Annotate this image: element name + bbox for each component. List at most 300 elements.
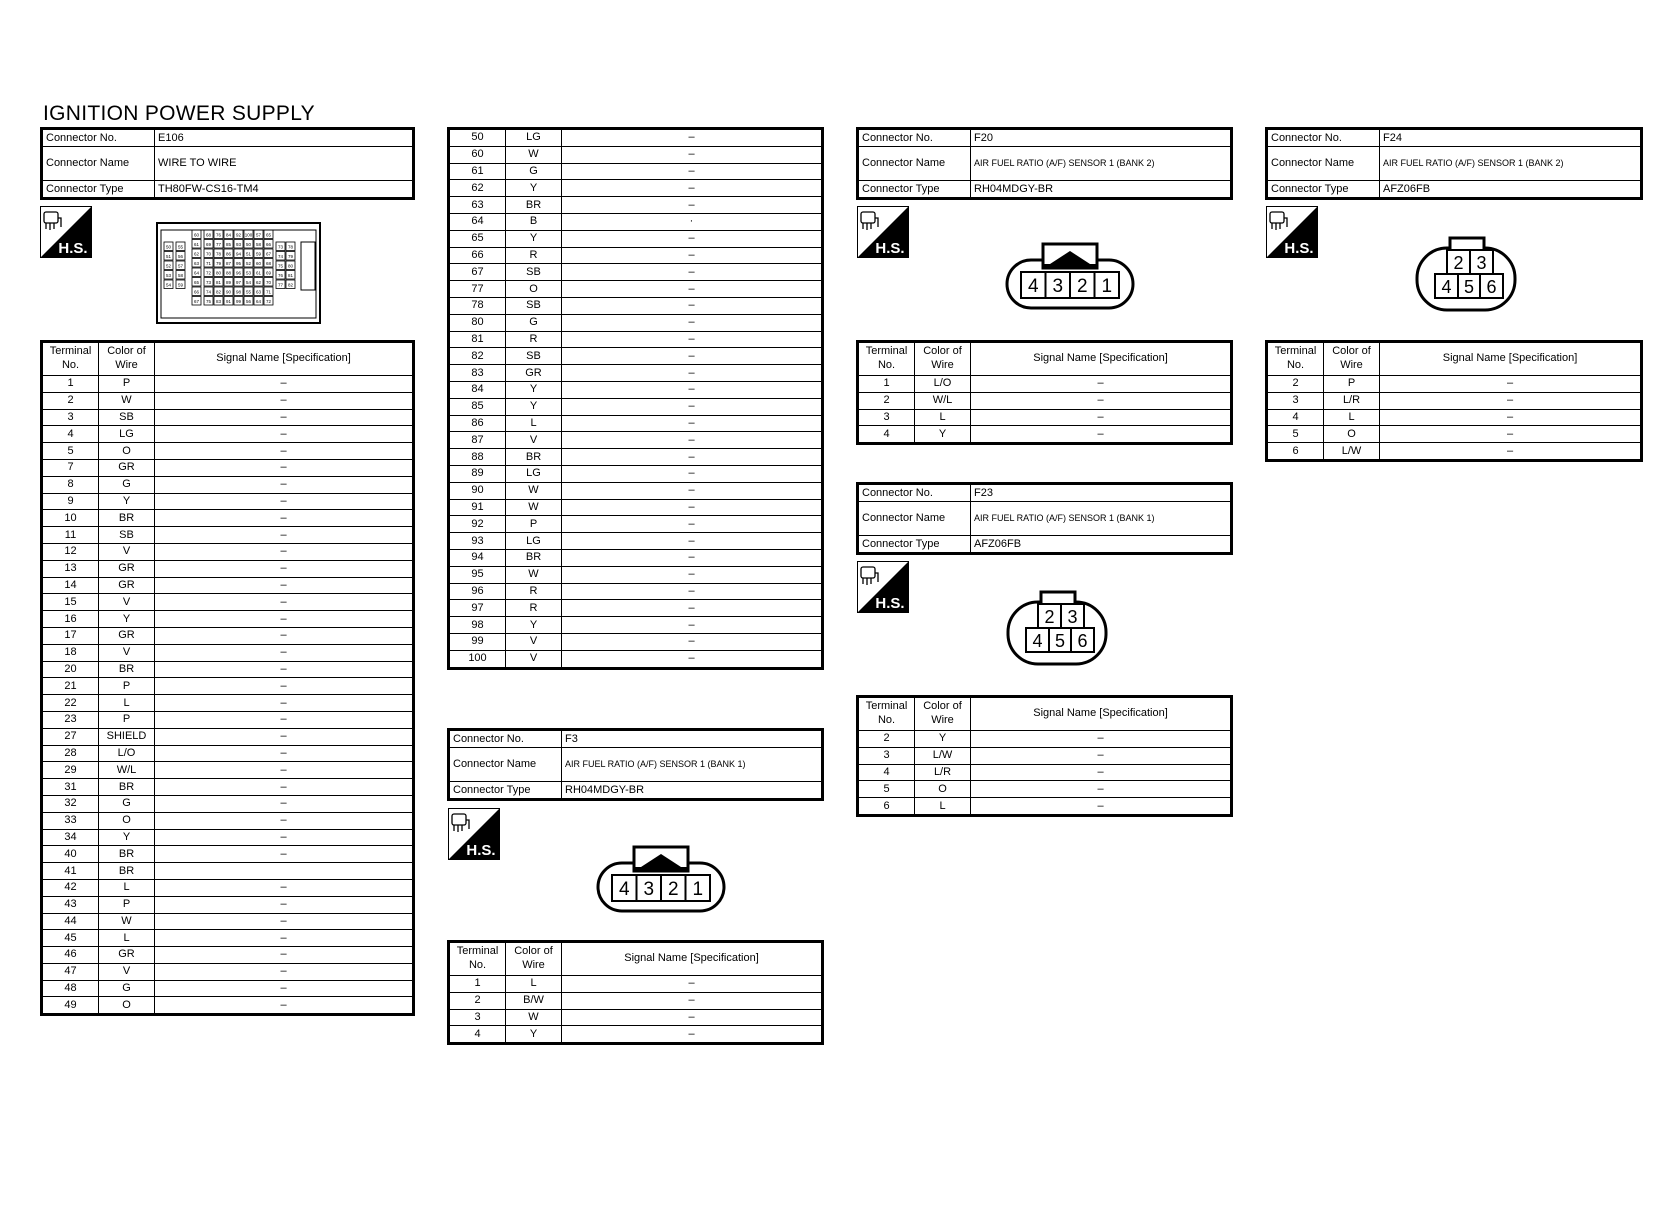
pin-label: 1 (692, 879, 704, 900)
connector-info-f3 (447, 728, 824, 801)
svg-text:76: 76 (277, 273, 284, 278)
signal-name-header: Signal Name [Specification] (1380, 342, 1642, 376)
connector-type-label: Connector Type (449, 782, 562, 800)
svg-text:99: 99 (235, 299, 242, 304)
terminal-no-cell: 7 (42, 459, 99, 476)
table-row (449, 331, 823, 348)
table-row (42, 560, 414, 577)
svg-text:86: 86 (225, 251, 232, 257)
svg-text:70: 70 (265, 280, 272, 285)
svg-text:76: 76 (215, 232, 222, 238)
wire-color-cell: LG (99, 426, 155, 443)
connector-info-e106 (40, 127, 415, 200)
terminal-no-cell: 87 (449, 432, 506, 449)
wire-color-cell: O (915, 781, 971, 798)
svg-text:80: 80 (287, 263, 294, 269)
table-row (42, 745, 414, 762)
svg-text:85: 85 (225, 242, 232, 247)
signal-name-cell: – (1380, 409, 1642, 426)
terminal-no-cell: 1 (449, 976, 506, 993)
table-row (449, 549, 823, 566)
page-title: IGNITION POWER SUPPLY (43, 102, 315, 125)
table-row (42, 963, 414, 980)
terminal-no-cell: 8 (42, 476, 99, 493)
terminal-no-cell: 67 (449, 264, 506, 281)
pin-label: 4 (1032, 631, 1043, 651)
signal-name-cell: – (155, 409, 414, 426)
wire-color-cell: G (99, 476, 155, 493)
table-row (449, 976, 823, 993)
terminal-no-cell: 50 (449, 129, 506, 147)
wire-color-cell: L (99, 930, 155, 947)
signal-name-cell: – (562, 297, 823, 314)
signal-name-cell: – (971, 764, 1232, 781)
signal-name-cell: – (155, 779, 414, 796)
terminal-no-cell: 4 (1267, 409, 1324, 426)
svg-text:87: 87 (225, 261, 232, 266)
terminal-no-cell: 98 (449, 617, 506, 634)
connector-name-label: Connector Name (42, 147, 155, 181)
terminal-no-cell: 60 (449, 146, 506, 163)
svg-text:72: 72 (265, 299, 272, 304)
svg-text:81: 81 (215, 280, 222, 285)
wire-color-cell: BR (99, 846, 155, 863)
f23-connector-diagram (1005, 588, 1115, 668)
terminal-no-header: Terminal No. (858, 697, 915, 731)
connector-name-label: Connector Name (449, 748, 562, 782)
terminal-no-cell: 3 (449, 1009, 506, 1026)
table-row (449, 650, 823, 668)
svg-text:100: 100 (244, 232, 253, 238)
terminal-no-cell: 43 (42, 896, 99, 913)
svg-text:75: 75 (205, 299, 212, 304)
wire-color-cell: SB (99, 527, 155, 544)
table-row (42, 392, 414, 409)
svg-text:50: 50 (245, 242, 252, 247)
wire-color-cell: W (506, 1009, 562, 1026)
signal-name-cell: – (562, 650, 823, 668)
pin-label: 5 (1054, 631, 1066, 651)
terminal-no-cell: 49 (42, 997, 99, 1015)
connector-type-label: Connector Type (858, 536, 971, 554)
signal-name-cell: – (155, 728, 414, 745)
svg-text:53: 53 (165, 273, 172, 278)
terminal-no-cell: 20 (42, 661, 99, 678)
wire-color-cell: BR (99, 510, 155, 527)
terminal-table-f24 (1265, 340, 1643, 462)
connector-no-value: E106 (155, 129, 414, 147)
table-row (42, 762, 414, 779)
signal-name-cell: – (155, 846, 414, 863)
signal-name-cell: – (155, 661, 414, 678)
svg-text:50: 50 (165, 244, 172, 250)
svg-text:70: 70 (205, 251, 212, 257)
table-row (42, 863, 414, 880)
terminal-no-cell: 12 (42, 543, 99, 560)
table-row (449, 129, 823, 147)
pin-label: 3 (1476, 253, 1487, 273)
connector-no-label: Connector No. (449, 730, 562, 748)
terminal-no-cell: 45 (42, 930, 99, 947)
terminal-no-cell: 2 (42, 392, 99, 409)
svg-text:91: 91 (225, 299, 232, 304)
signal-name-cell: – (562, 163, 823, 180)
wire-color-cell: P (1324, 376, 1380, 393)
terminal-no-header: Terminal No. (1267, 342, 1324, 376)
color-of-wire-header: Color of Wire (915, 342, 971, 376)
wire-color-cell: O (506, 281, 562, 298)
svg-text:56: 56 (177, 254, 184, 259)
wire-color-cell: P (99, 711, 155, 728)
signal-name-cell: – (1380, 392, 1642, 409)
signal-name-cell: – (562, 992, 823, 1009)
signal-name-cell: – (155, 594, 414, 611)
connector-type-value: RH04MDGY-BR (971, 181, 1232, 199)
svg-text:57: 57 (255, 232, 262, 238)
signal-name-cell: – (562, 230, 823, 247)
signal-name-cell: – (562, 465, 823, 482)
table-row (42, 459, 414, 476)
connector-name-label: Connector Name (858, 147, 971, 181)
svg-text:60: 60 (255, 261, 262, 266)
signal-name-header: Signal Name [Specification] (562, 942, 823, 976)
signal-name-cell: – (562, 1009, 823, 1026)
terminal-no-cell: 34 (42, 829, 99, 846)
terminal-no-cell: 63 (449, 197, 506, 214)
wire-color-cell: BR (506, 549, 562, 566)
wire-color-cell: SB (506, 264, 562, 281)
signal-name-cell: – (155, 459, 414, 476)
wire-color-cell: W (506, 146, 562, 163)
signal-name-cell: – (155, 745, 414, 762)
terminal-no-cell: 5 (858, 781, 915, 798)
table-row (42, 695, 414, 712)
table-row (42, 728, 414, 745)
svg-text:62: 62 (193, 251, 200, 257)
wire-color-cell: GR (99, 577, 155, 594)
connector-name-value: AIR FUEL RATIO (A/F) SENSOR 1 (BANK 1) (971, 502, 1232, 536)
table-row (858, 409, 1232, 426)
table-row (449, 213, 823, 230)
pin-label: 6 (1486, 277, 1497, 297)
table-row (42, 510, 414, 527)
svg-text:68: 68 (265, 261, 272, 266)
terminal-no-cell: 9 (42, 493, 99, 510)
table-row (42, 376, 414, 393)
svg-text:67: 67 (193, 299, 200, 304)
wire-color-cell: Y (506, 1026, 562, 1044)
signal-name-cell: – (155, 376, 414, 393)
table-row (42, 493, 414, 510)
pin-label: 1 (1101, 276, 1113, 297)
signal-name-cell: – (1380, 376, 1642, 393)
signal-name-cell: – (155, 644, 414, 661)
wire-color-cell: Y (506, 180, 562, 197)
table-row (42, 577, 414, 594)
wire-color-cell: Y (506, 381, 562, 398)
terminal-no-cell: 3 (858, 747, 915, 764)
pin-label: 3 (1067, 607, 1078, 627)
terminal-no-cell: 6 (1267, 443, 1324, 461)
table-row (858, 731, 1232, 748)
terminal-no-cell: 97 (449, 600, 506, 617)
signal-name-cell (155, 863, 414, 880)
wire-color-cell: W/L (99, 762, 155, 779)
svg-text:80: 80 (215, 270, 222, 276)
svg-text:78: 78 (287, 244, 294, 250)
terminal-no-cell: 4 (449, 1026, 506, 1044)
wire-color-cell: G (99, 795, 155, 812)
terminal-no-cell: 40 (42, 846, 99, 863)
wire-color-cell: SB (506, 297, 562, 314)
signal-name-cell: – (155, 678, 414, 695)
svg-text:66: 66 (193, 289, 200, 295)
table-row (42, 409, 414, 426)
table-row (449, 365, 823, 382)
terminal-no-cell: 2 (858, 392, 915, 409)
terminal-no-cell: 4 (858, 764, 915, 781)
terminal-no-cell: 46 (42, 947, 99, 964)
wire-color-cell: L (915, 798, 971, 816)
table-row (449, 163, 823, 180)
signal-name-cell: – (971, 731, 1232, 748)
signal-name-cell: – (562, 129, 823, 147)
table-row (858, 781, 1232, 798)
connector-no-value: F3 (562, 730, 823, 748)
connector-no-label: Connector No. (858, 129, 971, 147)
terminal-no-header: Terminal No. (858, 342, 915, 376)
table-row (449, 432, 823, 449)
terminal-table-f20 (856, 340, 1233, 445)
terminal-no-cell: 1 (858, 376, 915, 393)
svg-text:57: 57 (177, 263, 184, 269)
wire-color-cell: LG (506, 129, 562, 147)
terminal-no-cell: 1 (42, 376, 99, 393)
signal-name-cell: – (562, 281, 823, 298)
svg-text:93: 93 (235, 242, 242, 247)
hs-label: H.S. (1284, 240, 1314, 257)
wire-color-cell: G (506, 314, 562, 331)
table-row (42, 661, 414, 678)
table-row (42, 913, 414, 930)
signal-name-cell: – (562, 264, 823, 281)
svg-text:83: 83 (215, 299, 222, 304)
signal-name-cell: – (562, 976, 823, 993)
terminal-no-cell: 95 (449, 566, 506, 583)
harness-side-icon (40, 206, 92, 258)
pin-label: 4 (1441, 277, 1452, 297)
svg-text:65: 65 (265, 232, 272, 238)
wire-color-cell: Y (99, 493, 155, 510)
signal-name-cell: – (155, 443, 414, 460)
terminal-no-cell: 64 (449, 213, 506, 230)
terminal-no-cell: 2 (858, 731, 915, 748)
table-row (858, 392, 1232, 409)
connector-name-value: AIR FUEL RATIO (A/F) SENSOR 1 (BANK 2) (1380, 147, 1642, 181)
terminal-no-cell: 3 (858, 409, 915, 426)
svg-text:69: 69 (205, 242, 212, 247)
connector-name-value: WIRE TO WIRE (155, 147, 414, 181)
connector-type-label: Connector Type (1267, 181, 1380, 199)
wire-color-cell: V (99, 543, 155, 560)
terminal-no-cell: 66 (449, 247, 506, 264)
signal-name-cell: – (155, 493, 414, 510)
wire-color-cell: LG (506, 533, 562, 550)
terminal-no-cell: 84 (449, 381, 506, 398)
connector-name-label: Connector Name (1267, 147, 1380, 181)
svg-text:73: 73 (205, 280, 212, 285)
table-row (42, 611, 414, 628)
hs-label: H.S. (875, 240, 905, 257)
table-row (449, 533, 823, 550)
table-row (42, 779, 414, 796)
wire-color-cell: W (506, 482, 562, 499)
wire-color-cell: W/L (915, 392, 971, 409)
terminal-no-cell: 18 (42, 644, 99, 661)
wire-color-cell: GR (99, 627, 155, 644)
wire-color-cell: BR (506, 197, 562, 214)
wire-color-cell: BR (99, 863, 155, 880)
harness-side-icon (857, 206, 909, 258)
svg-text:68: 68 (205, 232, 212, 238)
signal-name-cell: – (155, 476, 414, 493)
table-row (858, 426, 1232, 444)
svg-text:72: 72 (205, 270, 212, 276)
table-row (858, 376, 1232, 393)
wire-color-cell: GR (99, 560, 155, 577)
table-row (449, 398, 823, 415)
table-row (42, 443, 414, 460)
svg-text:88: 88 (225, 270, 232, 276)
svg-text:92: 92 (235, 232, 242, 238)
connector-no-label: Connector No. (42, 129, 155, 147)
signal-name-cell: – (1380, 426, 1642, 443)
signal-name-header: Signal Name [Specification] (155, 342, 414, 376)
table-row (42, 711, 414, 728)
table-row (449, 516, 823, 533)
color-of-wire-header: Color of Wire (506, 942, 562, 976)
signal-name-cell: – (562, 180, 823, 197)
wire-color-cell: BR (99, 661, 155, 678)
table-row (42, 930, 414, 947)
table-row (42, 627, 414, 644)
connector-no-label: Connector No. (1267, 129, 1380, 147)
pin-label: 3 (1052, 276, 1064, 297)
table-row (449, 465, 823, 482)
wire-color-cell: V (506, 633, 562, 650)
signal-name-cell: – (971, 798, 1232, 816)
connector-type-value: AFZ06FB (971, 536, 1232, 554)
svg-text:61: 61 (193, 242, 200, 247)
table-row (449, 1026, 823, 1044)
svg-text:55: 55 (245, 289, 252, 295)
signal-name-cell: · (562, 213, 823, 230)
terminal-no-cell: 2 (449, 992, 506, 1009)
table-row (449, 499, 823, 516)
svg-text:63: 63 (193, 261, 200, 266)
terminal-no-cell: 82 (449, 348, 506, 365)
signal-name-cell: – (155, 560, 414, 577)
wire-color-cell: Y (915, 731, 971, 748)
signal-name-cell: – (562, 1026, 823, 1044)
terminal-no-cell: 15 (42, 594, 99, 611)
terminal-no-cell: 4 (858, 426, 915, 444)
svg-text:53: 53 (245, 270, 252, 276)
harness-side-icon (448, 808, 500, 860)
e106-connector-diagram (156, 222, 321, 324)
svg-text:58: 58 (177, 273, 184, 278)
terminal-no-cell: 17 (42, 627, 99, 644)
wire-color-cell: SB (506, 348, 562, 365)
signal-name-cell: – (562, 617, 823, 634)
pin-label: 2 (1076, 276, 1088, 297)
wire-color-cell: P (99, 896, 155, 913)
svg-text:89: 89 (225, 280, 232, 285)
wire-color-cell: L/W (1324, 443, 1380, 461)
connector-type-value: TH80FW-CS16-TM4 (155, 181, 414, 199)
connector-type-label: Connector Type (42, 181, 155, 199)
wire-color-cell: Y (506, 617, 562, 634)
table-row (449, 230, 823, 247)
connector-no-value: F24 (1380, 129, 1642, 147)
table-row (42, 812, 414, 829)
wire-color-cell: L (506, 976, 562, 993)
svg-text:52: 52 (165, 263, 172, 269)
signal-name-cell: – (562, 381, 823, 398)
connector-name-label: Connector Name (858, 502, 971, 536)
terminal-no-cell: 78 (449, 297, 506, 314)
terminal-no-cell: 23 (42, 711, 99, 728)
wire-color-cell: L (1324, 409, 1380, 426)
wire-color-cell: P (99, 678, 155, 695)
signal-name-cell: – (155, 543, 414, 560)
svg-text:63: 63 (255, 289, 262, 295)
signal-name-cell: – (562, 583, 823, 600)
wire-color-cell: O (99, 812, 155, 829)
connector-type-label: Connector Type (858, 181, 971, 199)
table-row (858, 747, 1232, 764)
connector-info-f20 (856, 127, 1233, 200)
svg-text:75: 75 (277, 263, 284, 269)
table-row (449, 314, 823, 331)
svg-text:82: 82 (287, 282, 294, 288)
wire-color-cell: L/O (99, 745, 155, 762)
pin-label: 6 (1077, 631, 1088, 651)
wire-color-cell: R (506, 583, 562, 600)
terminal-no-cell: 65 (449, 230, 506, 247)
signal-name-cell: – (155, 980, 414, 997)
terminal-no-cell: 62 (449, 180, 506, 197)
signal-name-cell: – (155, 695, 414, 712)
svg-text:97: 97 (235, 280, 242, 285)
wire-color-cell: L/R (1324, 392, 1380, 409)
svg-text:95: 95 (235, 261, 242, 266)
wire-color-cell: O (99, 443, 155, 460)
signal-name-cell: – (155, 963, 414, 980)
wire-color-cell: G (99, 980, 155, 997)
table-row (42, 947, 414, 964)
table-row (449, 633, 823, 650)
wire-color-cell: Y (915, 426, 971, 444)
wire-color-cell: L (915, 409, 971, 426)
terminal-no-cell: 16 (42, 611, 99, 628)
svg-text:54: 54 (245, 280, 252, 285)
svg-text:51: 51 (165, 254, 172, 259)
table-row (42, 997, 414, 1015)
terminal-no-cell: 13 (42, 560, 99, 577)
wire-color-cell: SHIELD (99, 728, 155, 745)
svg-text:59: 59 (177, 282, 184, 288)
